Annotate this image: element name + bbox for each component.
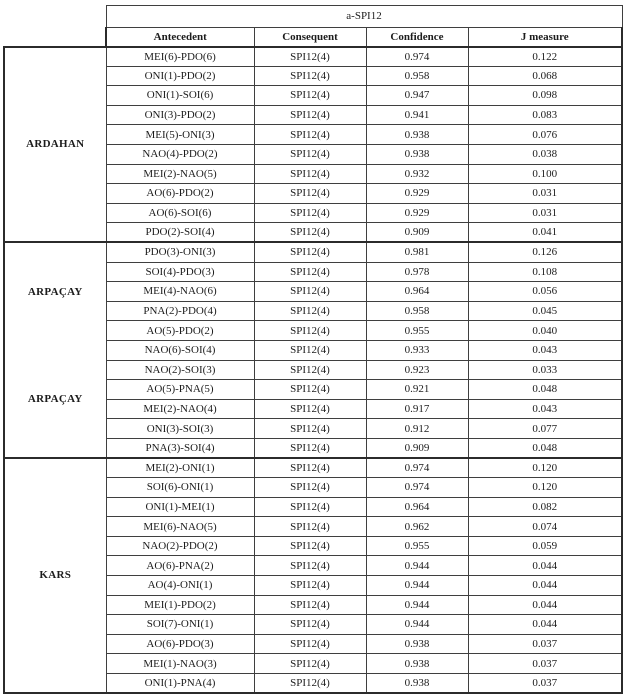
- consequent-cell: SPI12(4): [254, 125, 366, 145]
- station-cell: ARPAÇAY: [4, 242, 106, 340]
- consequent-cell: SPI12(4): [254, 301, 366, 321]
- station-cell: KARS: [4, 458, 106, 693]
- consequent-cell: SPI12(4): [254, 242, 366, 262]
- jmeasure-cell: 0.122: [468, 47, 622, 67]
- antecedent-cell: MEI(2)-NAO(5): [106, 164, 254, 184]
- jmeasure-cell: 0.082: [468, 497, 622, 517]
- antecedent-cell: ONI(1)-PNA(4): [106, 674, 254, 694]
- antecedent-cell: AO(4)-ONI(1): [106, 576, 254, 596]
- antecedent-cell: SOI(4)-PDO(3): [106, 262, 254, 282]
- consequent-cell: SPI12(4): [254, 556, 366, 576]
- confidence-cell: 0.958: [366, 66, 468, 86]
- jmeasure-cell: 0.041: [468, 223, 622, 243]
- confidence-cell: 0.955: [366, 321, 468, 341]
- consequent-cell: SPI12(4): [254, 223, 366, 243]
- consequent-cell: SPI12(4): [254, 47, 366, 67]
- antecedent-cell: MEI(2)-ONI(1): [106, 458, 254, 478]
- jmeasure-cell: 0.100: [468, 164, 622, 184]
- consequent-cell: SPI12(4): [254, 478, 366, 498]
- confidence-cell: 0.944: [366, 615, 468, 635]
- confidence-cell: 0.974: [366, 458, 468, 478]
- jmeasure-cell: 0.059: [468, 536, 622, 556]
- jmeasure-cell: 0.037: [468, 654, 622, 674]
- consequent-cell: SPI12(4): [254, 340, 366, 360]
- consequent-cell: SPI12(4): [254, 86, 366, 106]
- col-header-jmeasure: J measure: [468, 28, 622, 47]
- antecedent-cell: MEI(4)-NAO(6): [106, 282, 254, 302]
- confidence-cell: 0.938: [366, 674, 468, 694]
- antecedent-cell: AO(6)-PNA(2): [106, 556, 254, 576]
- jmeasure-cell: 0.045: [468, 301, 622, 321]
- confidence-cell: 0.912: [366, 419, 468, 439]
- table-row: [4, 458, 622, 478]
- table-row: [4, 242, 622, 262]
- confidence-cell: 0.932: [366, 164, 468, 184]
- consequent-cell: SPI12(4): [254, 203, 366, 223]
- jmeasure-cell: 0.098: [468, 86, 622, 106]
- jmeasure-cell: 0.044: [468, 556, 622, 576]
- consequent-cell: SPI12(4): [254, 144, 366, 164]
- column-header-row: [4, 28, 622, 47]
- antecedent-cell: PNA(3)-SOI(4): [106, 438, 254, 458]
- antecedent-cell: MEI(2)-NAO(4): [106, 399, 254, 419]
- jmeasure-cell: 0.043: [468, 399, 622, 419]
- consequent-cell: SPI12(4): [254, 321, 366, 341]
- confidence-cell: 0.974: [366, 47, 468, 67]
- col-header-antecedent: Antecedent: [106, 28, 254, 47]
- consequent-cell: SPI12(4): [254, 438, 366, 458]
- table-title-row: [4, 6, 622, 28]
- consequent-cell: SPI12(4): [254, 497, 366, 517]
- antecedent-cell: NAO(2)-SOI(3): [106, 360, 254, 380]
- jmeasure-cell: 0.126: [468, 242, 622, 262]
- confidence-cell: 0.933: [366, 340, 468, 360]
- confidence-cell: 0.944: [366, 595, 468, 615]
- jmeasure-cell: 0.120: [468, 458, 622, 478]
- table-title: a-SPI12: [106, 6, 622, 28]
- consequent-cell: SPI12(4): [254, 654, 366, 674]
- antecedent-cell: ONI(3)-PDO(2): [106, 105, 254, 125]
- consequent-cell: SPI12(4): [254, 536, 366, 556]
- jmeasure-cell: 0.044: [468, 595, 622, 615]
- antecedent-cell: PNA(2)-PDO(4): [106, 301, 254, 321]
- jmeasure-cell: 0.044: [468, 615, 622, 635]
- consequent-cell: SPI12(4): [254, 184, 366, 204]
- consequent-cell: SPI12(4): [254, 615, 366, 635]
- antecedent-cell: MEI(1)-NAO(3): [106, 654, 254, 674]
- antecedent-cell: AO(5)-PNA(5): [106, 380, 254, 400]
- antecedent-cell: SOI(6)-ONI(1): [106, 478, 254, 498]
- jmeasure-cell: 0.083: [468, 105, 622, 125]
- jmeasure-cell: 0.031: [468, 203, 622, 223]
- consequent-cell: SPI12(4): [254, 595, 366, 615]
- confidence-cell: 0.964: [366, 497, 468, 517]
- jmeasure-cell: 0.033: [468, 360, 622, 380]
- antecedent-cell: ONI(1)-MEI(1): [106, 497, 254, 517]
- antecedent-cell: NAO(6)-SOI(4): [106, 340, 254, 360]
- antecedent-cell: AO(5)-PDO(2): [106, 321, 254, 341]
- confidence-cell: 0.947: [366, 86, 468, 106]
- jmeasure-cell: 0.031: [468, 184, 622, 204]
- consequent-cell: SPI12(4): [254, 66, 366, 86]
- consequent-cell: SPI12(4): [254, 164, 366, 184]
- confidence-cell: 0.955: [366, 536, 468, 556]
- consequent-cell: SPI12(4): [254, 517, 366, 537]
- consequent-cell: SPI12(4): [254, 262, 366, 282]
- col-header-consequent: Consequent: [254, 28, 366, 47]
- antecedent-cell: PDO(3)-ONI(3): [106, 242, 254, 262]
- confidence-cell: 0.962: [366, 517, 468, 537]
- confidence-cell: 0.944: [366, 576, 468, 596]
- antecedent-cell: MEI(6)-NAO(5): [106, 517, 254, 537]
- jmeasure-cell: 0.076: [468, 125, 622, 145]
- confidence-cell: 0.909: [366, 223, 468, 243]
- antecedent-cell: MEI(5)-ONI(3): [106, 125, 254, 145]
- antecedent-cell: PDO(2)-SOI(4): [106, 223, 254, 243]
- association-rules-table: [3, 5, 623, 694]
- jmeasure-cell: 0.056: [468, 282, 622, 302]
- consequent-cell: SPI12(4): [254, 458, 366, 478]
- blank-corner: [4, 28, 106, 47]
- antecedent-cell: SOI(7)-ONI(1): [106, 615, 254, 635]
- antecedent-cell: AO(6)-SOI(6): [106, 203, 254, 223]
- jmeasure-cell: 0.037: [468, 634, 622, 654]
- consequent-cell: SPI12(4): [254, 419, 366, 439]
- confidence-cell: 0.981: [366, 242, 468, 262]
- confidence-cell: 0.938: [366, 654, 468, 674]
- station-cell: ARDAHAN: [4, 47, 106, 243]
- confidence-cell: 0.974: [366, 478, 468, 498]
- confidence-cell: 0.917: [366, 399, 468, 419]
- station-cell: ARPAÇAY: [4, 340, 106, 458]
- antecedent-cell: ONI(1)-SOI(6): [106, 86, 254, 106]
- antecedent-cell: AO(6)-PDO(3): [106, 634, 254, 654]
- consequent-cell: SPI12(4): [254, 634, 366, 654]
- confidence-cell: 0.964: [366, 282, 468, 302]
- antecedent-cell: MEI(1)-PDO(2): [106, 595, 254, 615]
- antecedent-cell: NAO(2)-PDO(2): [106, 536, 254, 556]
- consequent-cell: SPI12(4): [254, 674, 366, 694]
- confidence-cell: 0.938: [366, 144, 468, 164]
- consequent-cell: SPI12(4): [254, 105, 366, 125]
- table-row: [4, 47, 622, 67]
- confidence-cell: 0.938: [366, 125, 468, 145]
- confidence-cell: 0.941: [366, 105, 468, 125]
- jmeasure-cell: 0.068: [468, 66, 622, 86]
- jmeasure-cell: 0.077: [468, 419, 622, 439]
- consequent-cell: SPI12(4): [254, 360, 366, 380]
- jmeasure-cell: 0.043: [468, 340, 622, 360]
- table-row: [4, 340, 622, 360]
- confidence-cell: 0.929: [366, 184, 468, 204]
- consequent-cell: SPI12(4): [254, 576, 366, 596]
- jmeasure-cell: 0.074: [468, 517, 622, 537]
- confidence-cell: 0.909: [366, 438, 468, 458]
- jmeasure-cell: 0.040: [468, 321, 622, 341]
- confidence-cell: 0.944: [366, 556, 468, 576]
- jmeasure-cell: 0.044: [468, 576, 622, 596]
- confidence-cell: 0.921: [366, 380, 468, 400]
- jmeasure-cell: 0.108: [468, 262, 622, 282]
- jmeasure-cell: 0.038: [468, 144, 622, 164]
- confidence-cell: 0.978: [366, 262, 468, 282]
- confidence-cell: 0.923: [366, 360, 468, 380]
- jmeasure-cell: 0.037: [468, 674, 622, 694]
- antecedent-cell: ONI(3)-SOI(3): [106, 419, 254, 439]
- jmeasure-cell: 0.120: [468, 478, 622, 498]
- table-body: [4, 47, 622, 694]
- consequent-cell: SPI12(4): [254, 399, 366, 419]
- confidence-cell: 0.929: [366, 203, 468, 223]
- antecedent-cell: AO(6)-PDO(2): [106, 184, 254, 204]
- blank-corner: [4, 6, 106, 28]
- confidence-cell: 0.958: [366, 301, 468, 321]
- consequent-cell: SPI12(4): [254, 380, 366, 400]
- confidence-cell: 0.938: [366, 634, 468, 654]
- jmeasure-cell: 0.048: [468, 380, 622, 400]
- antecedent-cell: NAO(4)-PDO(2): [106, 144, 254, 164]
- col-header-confidence: Confidence: [366, 28, 468, 47]
- consequent-cell: SPI12(4): [254, 282, 366, 302]
- antecedent-cell: ONI(1)-PDO(2): [106, 66, 254, 86]
- jmeasure-cell: 0.048: [468, 438, 622, 458]
- antecedent-cell: MEI(6)-PDO(6): [106, 47, 254, 67]
